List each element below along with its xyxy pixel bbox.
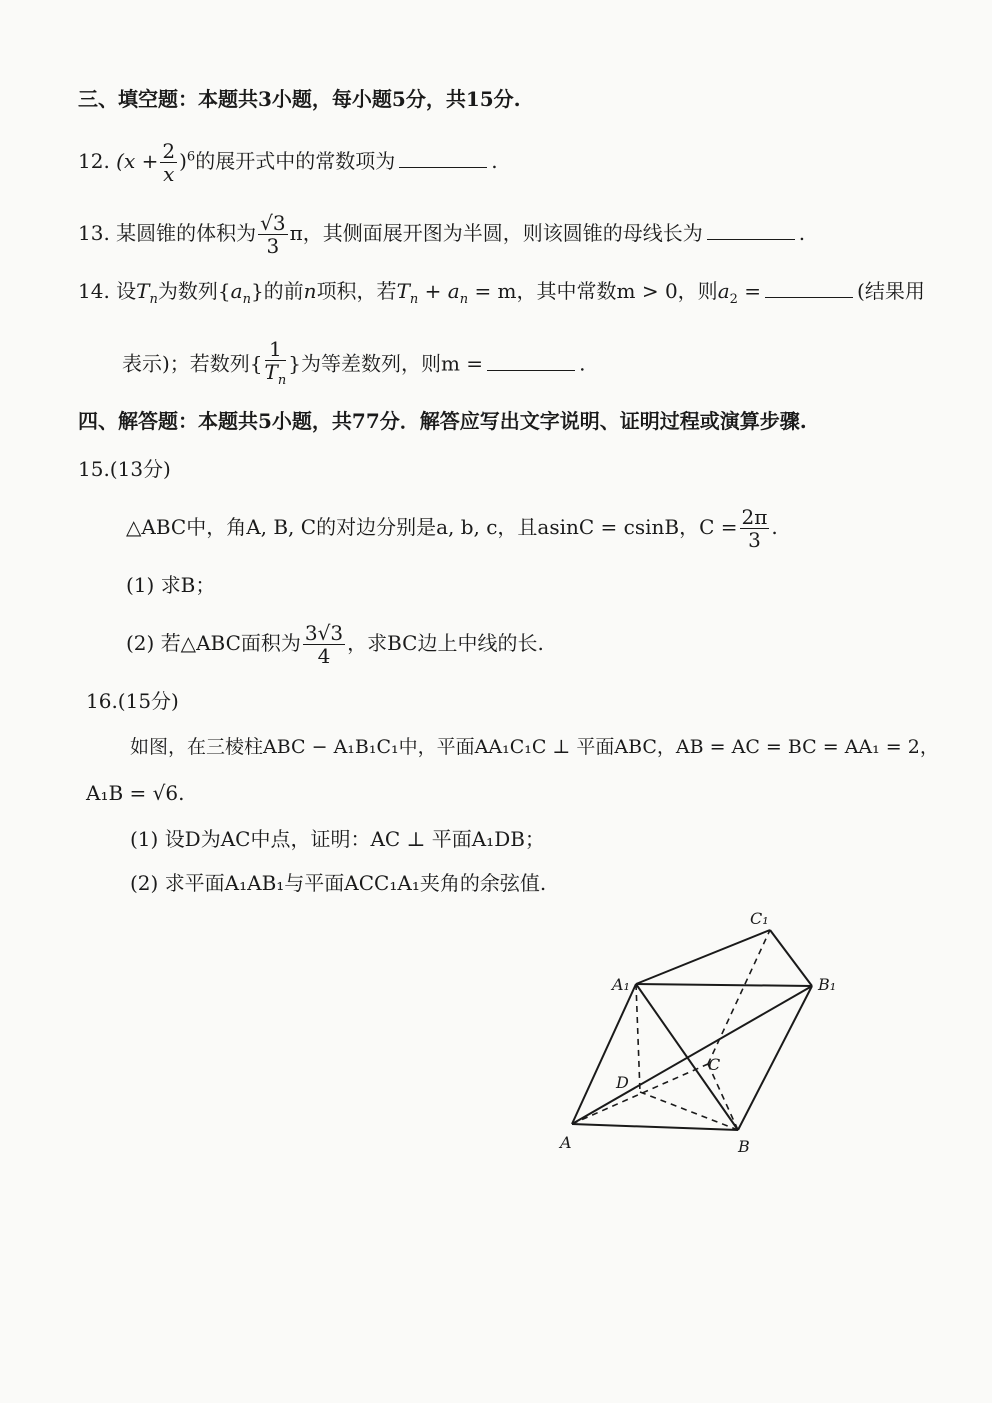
q12-paren: )	[179, 149, 187, 173]
edge-AA1	[572, 984, 636, 1124]
q12-prefix: (x +	[116, 149, 159, 173]
q14-frac-num: 1	[265, 338, 287, 361]
q14-text-a: 设	[116, 279, 137, 303]
question-13	[78, 212, 805, 257]
label-B1: B₁	[818, 975, 837, 994]
q15-part2-text-a: (2) 若△ABC面积为	[126, 631, 301, 655]
q14-n-sub: n	[149, 292, 158, 307]
q15-part2-fraction	[303, 622, 345, 667]
q15-part2	[126, 622, 544, 667]
q15-frac-num: 2π	[741, 505, 768, 529]
q12-end: .	[491, 149, 498, 173]
q13-fraction	[258, 212, 287, 257]
question-12	[78, 140, 498, 185]
q14-text-e: = m，其中常数m > 0，则	[474, 279, 718, 303]
q14-a-sub: n	[242, 292, 251, 307]
q12-text: 的展开式中的常数项为	[195, 149, 396, 173]
q14-line2-b: }为等差数列，则m =	[288, 351, 484, 376]
q16-stem-line1: 如图，在三棱柱ABC − A₁B₁C₁中，平面AA₁C₁C ⊥ 平面ABC，AB = AC = BC = AA₁ = 2，	[130, 736, 939, 758]
q16-part2: (2) 求平面A₁AB₁与平面ACC₁A₁夹角的余弦值.	[130, 871, 547, 895]
q14-text-f: (结果用	[857, 279, 925, 303]
q14-number: 14.	[78, 279, 110, 303]
q13-frac-num: √3	[260, 211, 286, 235]
q15-fraction	[740, 506, 770, 551]
q15-number: 15.(13分)	[78, 457, 171, 481]
q16-part1: (1) 设D为AC中点，证明：AC ⊥ 平面A₁DB；	[130, 827, 545, 851]
q14-fraction	[265, 338, 287, 392]
q13-text-b: ，其侧面展开图为半圆，则该圆锥的母线长为	[302, 221, 703, 245]
label-A1: A₁	[612, 975, 630, 994]
q14-text-b: 为数列{	[157, 279, 231, 303]
q14-text-c: }的前	[250, 279, 304, 303]
q15-part1: (1) 求B；	[126, 573, 216, 597]
label-A: A	[560, 1133, 572, 1152]
q13-pi: π	[289, 221, 303, 245]
q12-number: 12.	[78, 149, 110, 173]
q13-answer-blank[interactable]	[707, 221, 795, 240]
question-14	[78, 278, 925, 313]
q14-frac-den-n: n	[277, 373, 287, 388]
label-C1: C₁	[750, 909, 769, 928]
q14-a: a	[230, 279, 243, 303]
q13-end: .	[798, 221, 806, 245]
q14-answer-blank-2[interactable]	[487, 352, 575, 371]
edge-C1B1	[770, 930, 812, 986]
q15-part2-text-b: ，求BC边上中线的长.	[347, 631, 544, 655]
q14-T2: T	[396, 279, 410, 303]
q14-end: .	[579, 351, 586, 376]
q12-exponent: 6	[186, 149, 196, 165]
edge-A1B1	[636, 984, 812, 986]
q14-two-sub: 2	[729, 292, 738, 307]
q14-T2-sub: n	[409, 292, 419, 307]
edge-A1D	[636, 984, 640, 1092]
edge-A1C1	[636, 930, 770, 984]
q13-frac-den: 3	[266, 234, 280, 258]
q15-stem-text: △ABC中，角A, B, C的对边分别是a, b, c，且asinC = csinB，C =	[126, 515, 738, 539]
q13-number: 13.	[78, 221, 110, 245]
q16-number: 16.(15分)	[86, 689, 179, 713]
q14-line2-a: 表示)；若数列{	[122, 351, 263, 376]
q15-stem-end: .	[771, 515, 778, 539]
edge-CC1	[708, 930, 770, 1064]
q14-text-d: 项积，若	[316, 279, 397, 303]
prism-figure	[540, 900, 860, 1170]
q12-fraction	[160, 140, 177, 185]
edge-AB	[572, 1124, 738, 1130]
q16-stem-line2: A₁B = √6.	[86, 781, 185, 805]
q14-a-two: a	[717, 279, 730, 303]
q12-frac-den: x	[163, 162, 175, 186]
q14-frac-den-T: T	[264, 360, 278, 384]
q13-text-a: 某圆锥的体积为	[116, 221, 257, 245]
q14-plus: +	[424, 279, 442, 303]
q15-part2-num: 3√3	[304, 621, 344, 645]
q15-frac-den: 3	[748, 528, 761, 552]
q14-eq: =	[744, 279, 762, 303]
q12-frac-num: 2	[162, 139, 176, 163]
label-D: D	[616, 1073, 629, 1092]
question-14-line2	[122, 338, 585, 392]
q14-T: T	[136, 279, 150, 303]
q15-stem	[126, 506, 778, 551]
q14-a2: a	[447, 279, 460, 303]
section3-header: 三、填空题：本题共3小题，每小题5分，共15分.	[78, 87, 521, 111]
q12-answer-blank[interactable]	[399, 149, 487, 168]
q14-n: n	[303, 279, 317, 303]
q14-frac-den	[265, 361, 287, 392]
q14-answer-blank-1[interactable]	[765, 279, 853, 298]
label-B: B	[738, 1137, 750, 1156]
q14-a2-sub: n	[459, 292, 469, 307]
label-C: C	[708, 1055, 721, 1074]
section4-header: 四、解答题：本题共5小题，共77分．解答应写出文字说明、证明过程或演算步骤.	[78, 409, 807, 433]
q15-part2-den: 4	[317, 644, 331, 668]
